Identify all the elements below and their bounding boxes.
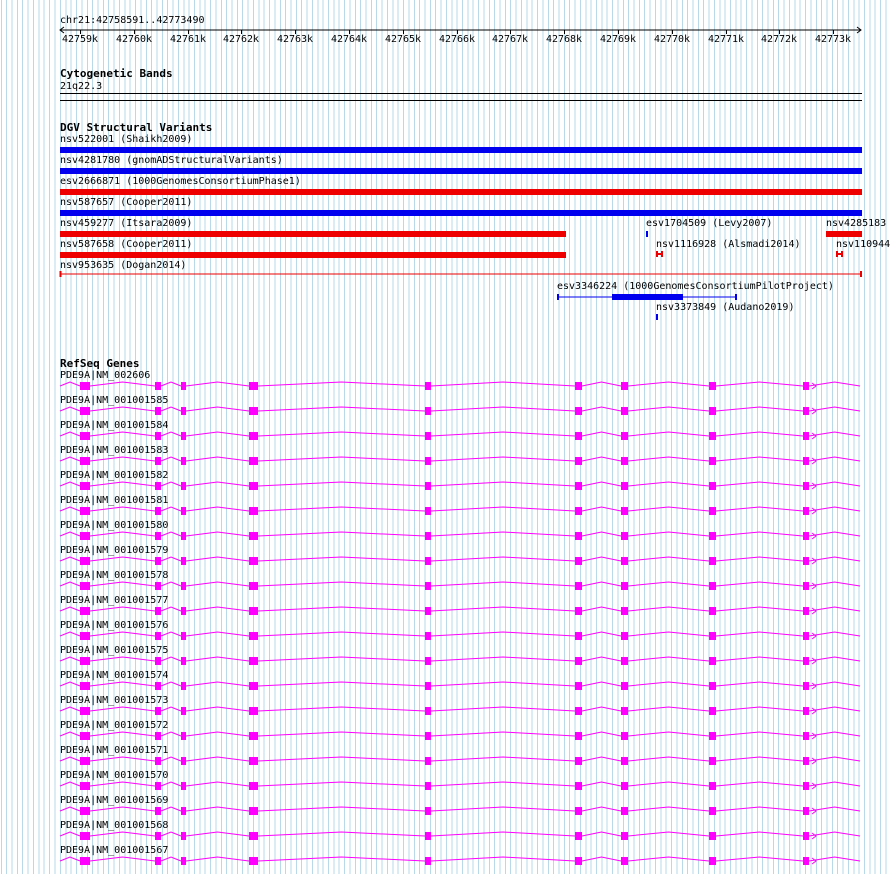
transcript-label[interactable]: PDE9A|NM_001001571: [60, 745, 169, 756]
variant-bar[interactable]: [60, 270, 862, 278]
transcript-model[interactable]: [0, 780, 890, 792]
transcript-label[interactable]: PDE9A|NM_001001578: [60, 570, 169, 581]
transcript-label[interactable]: PDE9A|NM_001001583: [60, 445, 169, 456]
variant-bar[interactable]: [826, 231, 862, 237]
transcript-label[interactable]: PDE9A|NM_001001574: [60, 670, 169, 681]
ruler-tick-label: 42762k: [222, 34, 260, 45]
transcript-model[interactable]: [0, 405, 890, 417]
transcript-label[interactable]: PDE9A|NM_001001568: [60, 820, 169, 831]
transcript-model[interactable]: [0, 430, 890, 442]
variant-bar[interactable]: [656, 250, 664, 258]
variant-label[interactable]: nsv4281780 (gnomADStructuralVariants): [60, 155, 283, 166]
ruler-location: chr21:42758591..42773490: [60, 15, 205, 26]
transcript-model[interactable]: [0, 580, 890, 592]
dgv-title: DGV Structural Variants: [60, 121, 213, 134]
variant-bar[interactable]: [656, 314, 658, 320]
transcript-model[interactable]: [0, 705, 890, 717]
cytogenetic-title: Cytogenetic Bands: [60, 67, 173, 80]
variant-label[interactable]: nsv587657 (Cooper2011): [60, 197, 193, 208]
cytoband-line-bottom: [60, 100, 862, 101]
ruler-tick-label: 42764k: [330, 34, 368, 45]
ruler-tick-label: 42773k: [814, 34, 852, 45]
transcript-label[interactable]: PDE9A|NM_001001579: [60, 545, 169, 556]
variant-label[interactable]: nsv4285183: [826, 218, 887, 229]
variant-label[interactable]: nsv3373849 (Audano2019): [656, 302, 795, 313]
variant-label[interactable]: nsv953635 (Dogan2014): [60, 260, 187, 271]
variant-bar[interactable]: [60, 210, 862, 216]
variant-label[interactable]: esv1704509 (Levy2007): [646, 218, 773, 229]
transcript-label[interactable]: PDE9A|NM_001001582: [60, 470, 169, 481]
variant-label[interactable]: esv3346224 (1000GenomesConsortiumPilotProject): [557, 281, 834, 292]
transcript-label[interactable]: PDE9A|NM_001001585: [60, 395, 169, 406]
transcript-label[interactable]: PDE9A|NM_001001584: [60, 420, 169, 431]
variant-label[interactable]: esv2666871 (1000GenomesConsortiumPhase1): [60, 176, 301, 187]
variant-label[interactable]: nsv110944: [836, 239, 890, 250]
transcript-model[interactable]: [0, 380, 890, 392]
ruler-tick-label: 42766k: [438, 34, 476, 45]
transcript-label[interactable]: PDE9A|NM_001001576: [60, 620, 169, 631]
cytoband-label: 21q22.3: [60, 81, 103, 92]
variant-label[interactable]: nsv459277 (Itsara2009): [60, 218, 193, 229]
transcript-model[interactable]: [0, 730, 890, 742]
transcript-model[interactable]: [0, 830, 890, 842]
transcript-model[interactable]: [0, 755, 890, 767]
transcript-model[interactable]: [0, 855, 890, 867]
ruler-tick-label: 42769k: [599, 34, 637, 45]
variant-label[interactable]: nsv522001 (Shaikh2009): [60, 134, 193, 145]
transcript-model[interactable]: [0, 455, 890, 467]
variant-bar[interactable]: [60, 231, 566, 237]
transcript-label[interactable]: PDE9A|NM_001001577: [60, 595, 169, 606]
transcript-model[interactable]: [0, 555, 890, 567]
variant-label[interactable]: nsv587658 (Cooper2011): [60, 239, 193, 250]
transcript-model[interactable]: [0, 805, 890, 817]
transcript-label[interactable]: PDE9A|NM_001001580: [60, 520, 169, 531]
ruler-tick-label: 42760k: [115, 34, 153, 45]
transcript-model[interactable]: [0, 480, 890, 492]
transcript-label[interactable]: PDE9A|NM_001001573: [60, 695, 169, 706]
variant-label[interactable]: nsv1116928 (Alsmadi2014): [656, 239, 801, 250]
ruler-tick-label: 42771k: [707, 34, 745, 45]
ruler-tick-label: 42761k: [169, 34, 207, 45]
variant-bar[interactable]: [60, 168, 862, 174]
transcript-label[interactable]: PDE9A|NM_001001581: [60, 495, 169, 506]
cytoband-line-top: [60, 93, 862, 94]
transcript-label[interactable]: PDE9A|NM_001001570: [60, 770, 169, 781]
transcript-label[interactable]: PDE9A|NM_001001575: [60, 645, 169, 656]
transcript-model[interactable]: [0, 655, 890, 667]
variant-bar[interactable]: [60, 147, 862, 153]
transcript-label[interactable]: PDE9A|NM_001001567: [60, 845, 169, 856]
transcript-model[interactable]: [0, 630, 890, 642]
ruler-tick-label: 42767k: [491, 34, 529, 45]
refseq-title: RefSeq Genes: [60, 357, 140, 370]
transcript-model[interactable]: [0, 530, 890, 542]
transcript-model[interactable]: [0, 605, 890, 617]
transcript-model[interactable]: [0, 505, 890, 517]
transcript-label[interactable]: PDE9A|NM_001001569: [60, 795, 169, 806]
ruler-tick-label: 42770k: [653, 34, 691, 45]
transcript-label[interactable]: PDE9A|NM_001001572: [60, 720, 169, 731]
ruler-tick-label: 42759k: [61, 34, 99, 45]
ruler-tick-label: 42772k: [760, 34, 798, 45]
ruler-tick-label: 42765k: [384, 34, 422, 45]
ruler-tick-label: 42768k: [545, 34, 583, 45]
variant-bar[interactable]: [557, 293, 739, 301]
variant-bar[interactable]: [646, 231, 648, 237]
variant-bar[interactable]: [60, 189, 862, 195]
transcript-model[interactable]: [0, 680, 890, 692]
variant-bar[interactable]: [836, 250, 844, 258]
ruler-tick-label: 42763k: [276, 34, 314, 45]
transcript-label[interactable]: PDE9A|NM_002606: [60, 370, 151, 381]
variant-bar[interactable]: [60, 252, 566, 258]
